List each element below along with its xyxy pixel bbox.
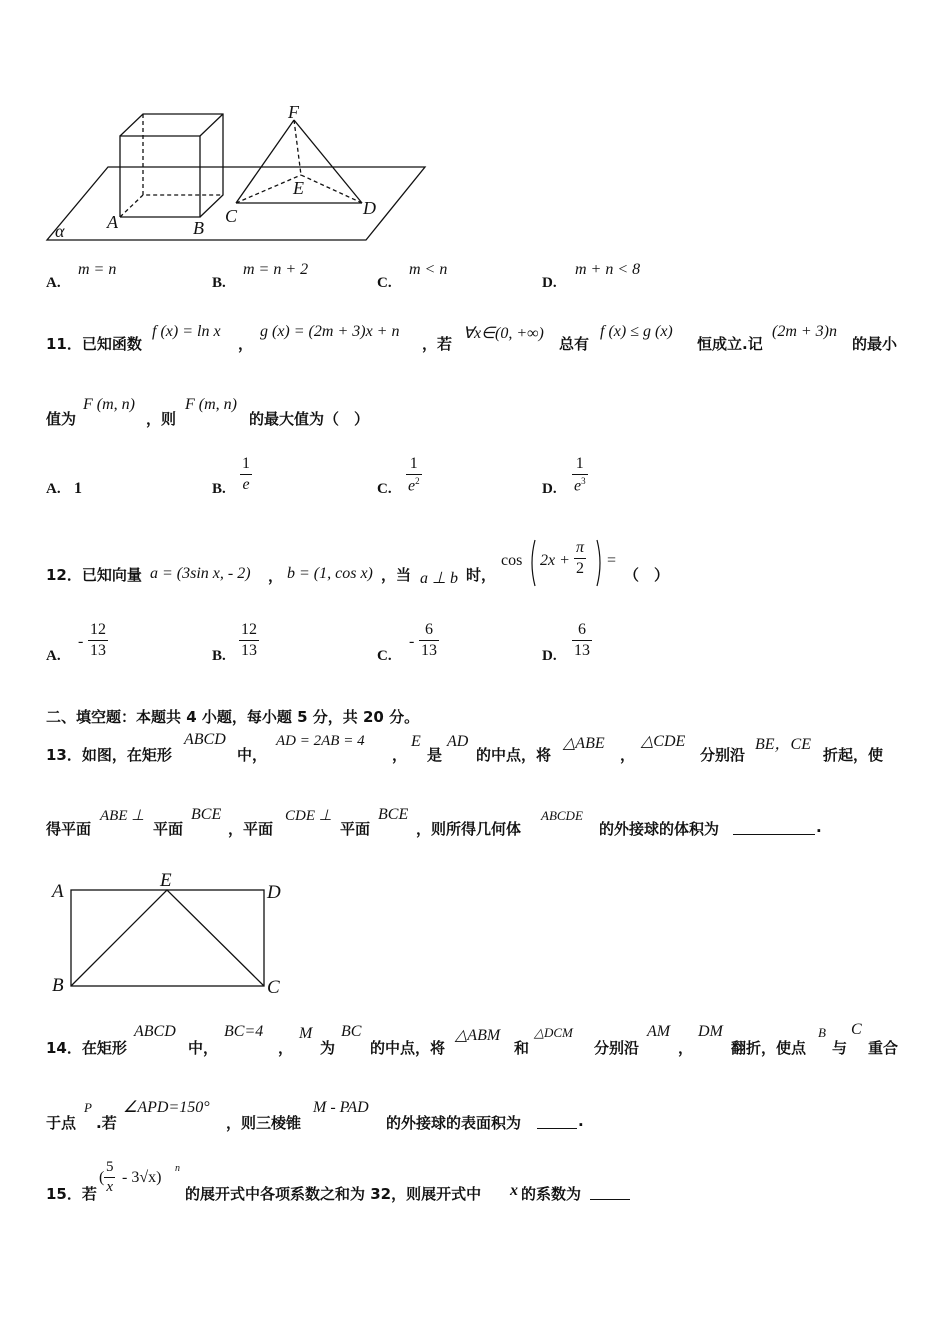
q10-opt-a-letter: A. <box>46 275 61 291</box>
q14-t5: 和 <box>514 1039 530 1057</box>
q12-t1: ，当 <box>381 566 412 584</box>
q11-c-den-exp: 2 <box>415 476 420 486</box>
q12-two: 2 <box>576 560 584 577</box>
q11-c-den-e: e <box>408 477 416 495</box>
q13-cdep: CDE ⊥ <box>285 808 332 824</box>
q11-cond: ∀x∈(0, +∞) <box>463 325 544 342</box>
q13-t4: 的中点，将 <box>476 746 552 764</box>
q12-a-num: 12 <box>90 621 106 638</box>
q12-opt-a-frac <box>88 622 108 659</box>
q15-five: 5 <box>106 1159 114 1175</box>
q13-t8: 得平面 <box>46 820 92 838</box>
label-D: D <box>363 198 376 218</box>
q13-t2: ， <box>392 746 408 764</box>
q14-bc: BC=4 <box>224 1023 264 1040</box>
label-C: C <box>225 206 238 226</box>
q15-t1: 的展开式中各项系数之和为 32，则展开式中 <box>185 1185 482 1203</box>
q12-a-den: 13 <box>90 642 106 659</box>
q13-e: E <box>411 733 421 750</box>
q14-t14: 的外接球的表面积为 <box>386 1114 522 1132</box>
label-B: B <box>193 218 204 238</box>
q11-d-num: 1 <box>575 455 584 472</box>
q12-number: 12．已知向量 <box>46 566 142 584</box>
q12-c-den: 13 <box>421 642 437 659</box>
q12-t3: （ ） <box>624 566 670 584</box>
q14-p: P <box>84 1100 92 1115</box>
q11-d-den-exp: 3 <box>581 476 586 486</box>
q10-opt-c-letter: C. <box>377 275 392 291</box>
q13-abcd: ABCD <box>184 731 226 748</box>
q12-c-minus: - <box>409 633 415 650</box>
q12-pi: π <box>576 539 585 556</box>
q13-end: . <box>816 818 822 836</box>
q13-abe: △ABE <box>563 735 605 752</box>
q12-d-den: 13 <box>574 642 590 659</box>
q14-b: B <box>818 1025 826 1040</box>
q12-cos: cos <box>501 552 523 569</box>
q10-opt-c-value: m < n <box>409 261 448 278</box>
q14-t6: 分别沿 <box>594 1039 640 1057</box>
q14-t8: 翻折，使点 <box>731 1039 807 1057</box>
q11-opt-c-letter: C. <box>377 481 392 497</box>
q15-rest: - 3√x) <box>122 1169 162 1186</box>
q11-number: 11．已知函数 <box>46 335 142 353</box>
q12-b-den: 13 <box>241 642 257 659</box>
q11-t7: 的最大值为（ ） <box>249 410 370 428</box>
q10-opt-b-letter: B. <box>212 275 226 291</box>
q11-g: g (x) = (2m + 3)x + n <box>260 323 400 340</box>
q11-t6: ，则 <box>146 410 177 428</box>
q11-t4: 的最小 <box>852 335 898 353</box>
q11-t5: 值为 <box>46 410 77 428</box>
q11-opt-d-letter: D. <box>542 481 557 497</box>
q14-t10: 重合 <box>868 1039 899 1057</box>
q15-exp-n: n <box>175 1163 180 1174</box>
q10-opt-d-value: m + n < 8 <box>575 261 641 278</box>
q14-abcd: ABCD <box>134 1023 176 1040</box>
fig13-label-D: D <box>267 882 281 903</box>
label-F: F <box>288 102 299 122</box>
figure-rectangle-abcd <box>45 865 295 1000</box>
q12-b-num: 12 <box>241 621 257 638</box>
q11-b-den: e <box>242 476 250 493</box>
q11-sep1: ， <box>238 335 254 353</box>
q13-t1: 中， <box>237 746 268 764</box>
q14-t12: .若 <box>96 1114 117 1132</box>
q14-t4: 的中点，将 <box>370 1039 446 1057</box>
q12-a-minus: - <box>78 633 84 650</box>
q11-opt-a-letter: A. <box>46 481 61 497</box>
q13-t9: 平面 <box>153 820 184 838</box>
q15-number: 15．若 <box>46 1185 97 1203</box>
q10-opt-b-value: m = n + 2 <box>243 261 309 278</box>
q12-pi-over-2 <box>574 540 586 577</box>
q11-opt-d-frac <box>572 456 588 494</box>
q14-t7: ， <box>678 1039 694 1057</box>
q13-bece: BE，CE <box>755 736 811 753</box>
q10-opt-a-value: m = n <box>78 261 117 278</box>
q12-sep: ， <box>268 567 284 585</box>
q13-answer-blank[interactable] <box>733 818 815 835</box>
q11-F1: F (m, n) <box>83 396 135 413</box>
q13-ad: AD = 2AB = 4 <box>276 733 365 749</box>
q13-t13: 的外接球的体积为 <box>599 820 720 838</box>
q11-opt-b-frac <box>240 456 252 493</box>
q12-opt-b-letter: B. <box>212 648 226 664</box>
q11-t1: ，若 <box>422 335 453 353</box>
q13-abep: ABE ⊥ <box>100 808 145 824</box>
fig13-label-B: B <box>52 975 64 996</box>
q15-x-den: x <box>106 1179 114 1195</box>
q15-frac <box>104 1160 116 1195</box>
fig13-label-E: E <box>160 870 172 891</box>
q13-number: 13．如图，在矩形 <box>46 746 172 764</box>
q13-t7: 折起，使 <box>823 746 884 764</box>
q13-t10: ，平面 <box>228 820 274 838</box>
q13-bce1: BCE <box>191 806 222 823</box>
q11-d-den-e: e <box>574 477 582 495</box>
q14-dcm: △DCM <box>534 1025 573 1040</box>
q13-t3: 是 <box>427 746 443 764</box>
q14-t9: 与 <box>832 1039 848 1057</box>
q12-perp: a ⊥ b <box>420 570 458 587</box>
q14-dm: DM <box>698 1023 723 1040</box>
q12-opt-d-letter: D. <box>542 648 557 664</box>
q14-t13: ，则三棱锥 <box>226 1114 302 1132</box>
q14-number: 14．在矩形 <box>46 1039 127 1057</box>
q13-t6: 分别沿 <box>700 746 746 764</box>
q13-t11: 平面 <box>340 820 371 838</box>
q12-opt-a-letter: A. <box>46 648 61 664</box>
q12-vector-b: b = (1, cos x) <box>287 565 373 582</box>
label-alpha: α <box>55 221 65 241</box>
q11-F2: F (m, n) <box>185 396 237 413</box>
q14-c: C <box>851 1021 862 1038</box>
q11-t2: 总有 <box>559 335 590 353</box>
q14-m: M <box>299 1025 313 1042</box>
fig13-label-C: C <box>267 977 280 998</box>
q14-am: AM <box>647 1023 671 1040</box>
q12-opt-c-letter: C. <box>377 648 392 664</box>
q13-t12: ，则所得几何体 <box>416 820 522 838</box>
label-A: A <box>107 212 118 232</box>
q11-opt-c-frac <box>406 456 422 494</box>
q11-opt-a-value: 1 <box>74 480 82 497</box>
q15-t2: 的系数为 <box>521 1185 582 1203</box>
q14-t2: ， <box>278 1039 294 1057</box>
q14-bc2: BC <box>341 1023 362 1040</box>
q12-arg: 2x + <box>540 552 570 569</box>
q12-opt-c-frac <box>419 622 439 659</box>
q13-bce2: BCE <box>378 806 409 823</box>
q11-expr: (2m + 3)n <box>772 323 838 340</box>
q12-d-num: 6 <box>578 621 586 638</box>
fig13-label-A: A <box>52 881 64 902</box>
label-E: E <box>293 178 304 198</box>
q12-opt-b-frac <box>239 622 259 659</box>
q12-c-num: 6 <box>425 621 433 638</box>
q11-t3: 恒成立.记 <box>697 335 763 353</box>
q11-c-num: 1 <box>409 455 418 472</box>
q12-opt-d-frac <box>572 622 592 659</box>
q15-open-paren: ( <box>99 1169 105 1186</box>
q14-abm: △ABM <box>455 1027 501 1044</box>
q14-t3: 为 <box>320 1039 336 1057</box>
q11-opt-b-letter: B. <box>212 481 226 497</box>
q13-abcde: ABCDE <box>541 808 583 823</box>
q14-answer-blank[interactable] <box>537 1112 577 1129</box>
q14-mpad: M - PAD <box>313 1099 369 1116</box>
q11-b-num: 1 <box>242 455 250 472</box>
q10-opt-d-letter: D. <box>542 275 557 291</box>
q11-f: f (x) = ln x <box>152 323 221 340</box>
q11-ineq: f (x) ≤ g (x) <box>600 323 673 340</box>
section-2-heading: 二、填空题：本题共 4 小题，每小题 5 分，共 20 分。 <box>46 708 420 726</box>
q14-end: . <box>578 1112 584 1130</box>
q14-t11: 于点 <box>46 1114 77 1132</box>
q13-t5: ， <box>620 746 636 764</box>
q12-eq: = <box>607 552 617 569</box>
q13-ad2: AD <box>447 733 469 750</box>
q15-xv: x <box>510 1182 518 1199</box>
q12-t2: 时， <box>466 566 497 584</box>
q15-answer-blank[interactable] <box>590 1183 630 1200</box>
figure-cube-pyramid <box>40 100 440 250</box>
q14-angle: ∠APD=150° <box>123 1099 210 1116</box>
q13-cde: △CDE <box>641 733 686 750</box>
q14-t1: 中， <box>188 1039 219 1057</box>
q12-vector-a: a = (3sin x, - 2) <box>150 565 251 582</box>
